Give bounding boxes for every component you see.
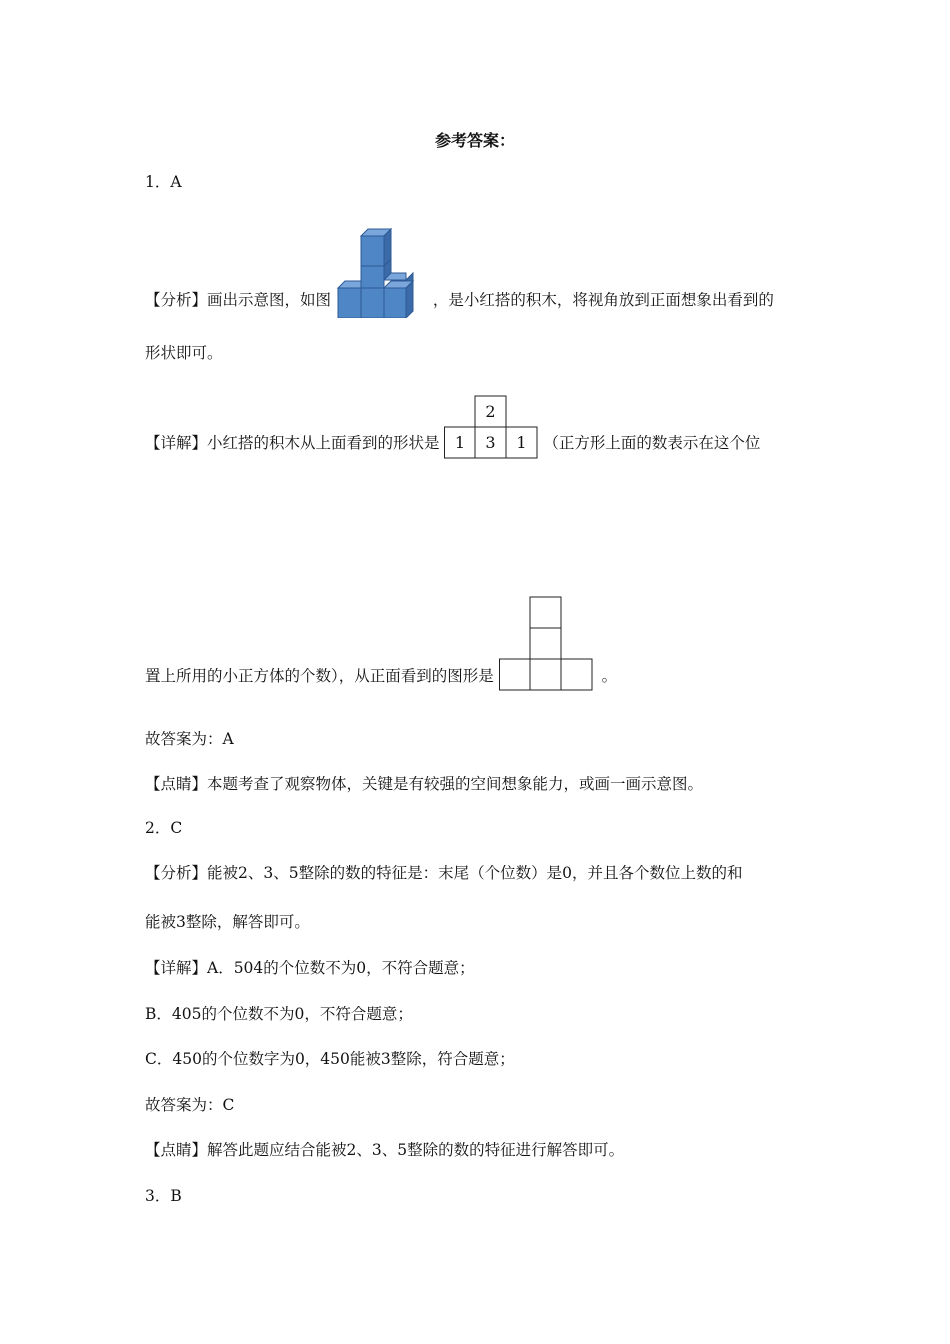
top-view-figure — [444, 402, 538, 453]
cube-stack-figure — [336, 290, 428, 310]
grid-num-top: 2 — [485, 402, 497, 421]
q2-analysis-cont: 能被3整除，解答即可。 — [145, 913, 310, 931]
q1-detail-after: （正方形上面的数表示在这个位 — [543, 434, 761, 452]
q2-analysis: 【分析】能被2、3、5整除的数的特征是：末尾（个位数）是0，并且各个数位上数的和 — [145, 864, 743, 882]
q1-detail-before: 【详解】小红搭的积木从上面看到的形状是 — [145, 434, 440, 452]
q2-comment: 【点睛】解答此题应结合能被2、3、5整除的数的特征进行解答即可。 — [145, 1141, 625, 1159]
front-cell-top — [530, 597, 561, 628]
front-view-figure — [499, 666, 597, 686]
q1-conclusion: 故答案为：A — [145, 730, 234, 748]
front-cell-bottom-right — [561, 659, 592, 690]
q2-detail-b: B．405的个位数不为0，不符合题意； — [145, 1005, 413, 1023]
grid-num-center: 3 — [485, 433, 497, 452]
q1-analysis-after: ，是小红搭的积木，将视角放到正面想象出看到的 — [432, 291, 774, 309]
front-cell-bottom-center — [530, 659, 561, 690]
q1-comment: 【点睛】本题考查了观察物体，关键是有较强的空间想象能力，或画一画示意图。 — [145, 775, 704, 793]
q1-detail-cont — [145, 666, 617, 686]
cube-stack-illustration — [336, 228, 428, 318]
front-cell-middle — [530, 628, 561, 659]
grid-num-right: 1 — [516, 433, 528, 452]
q2-detail-c: C．450的个位数字为0，450能被3整除，符合题意； — [145, 1050, 515, 1068]
q1-detail-cont-before: 置上所用的小正方体的个数），从正面看到的图形是 — [145, 667, 494, 685]
front-view-shape — [499, 596, 597, 692]
front-cell-bottom-left — [499, 659, 530, 690]
q1-detail-cont-after: 。 — [601, 667, 618, 685]
q2-detail-a: 【详解】A．504的个位数不为0，不符合题意； — [145, 959, 475, 977]
top-view-grid — [444, 395, 538, 459]
q1-analysis-cont: 形状即可。 — [145, 344, 223, 362]
q3-answer: 3．B — [145, 1187, 182, 1205]
page-title: 参考答案： — [434, 131, 515, 150]
q1-detail — [145, 402, 761, 453]
q1-analysis-before: 【分析】画出示意图，如图 — [145, 291, 332, 309]
q1-answer: 1．A — [145, 173, 182, 191]
grid-num-left: 1 — [455, 433, 466, 452]
q2-answer: 2．C — [145, 819, 183, 837]
cube-stack-drawing — [338, 229, 413, 318]
q1-analysis — [145, 290, 774, 310]
q2-conclusion: 故答案为：C — [145, 1096, 235, 1114]
